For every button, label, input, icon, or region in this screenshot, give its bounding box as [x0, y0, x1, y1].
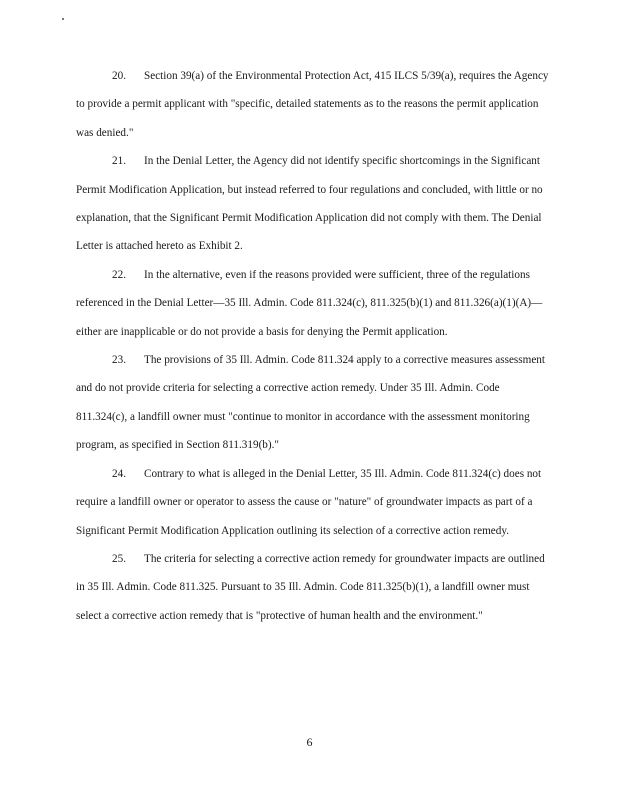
- paragraph-number: 20.: [112, 70, 126, 82]
- document-body: [76, 62, 552, 630]
- paragraph-text: Contrary to what is alleged in the Denial Letter, 35 Ill. Admin. Code 811.324(c) does not require a landfill owner or operator to assess the cause or "nature" of groundwater impacts as part of a Significant Permit Modification Application outlining its selection of a corrective action remedy.: [76, 467, 542, 537]
- paragraph-text: In the alternative, even if the reasons provided were sufficient, three of the regulations referenced in the Denial Letter—35 Ill. Admin. Code 811.324(c), 811.325(b)(1) and 811.326(a)(1)(A)—either are inapplicable or do not provide a basis for denying the Permit application.: [76, 268, 543, 338]
- paragraph-number: 23.: [112, 354, 126, 367]
- paragraph-number: 24.: [112, 467, 126, 480]
- paragraph-20: [76, 62, 552, 147]
- paragraph-23: [76, 346, 552, 460]
- paragraph-text: In the Denial Letter, the Agency did not identify specific shortcomings in the Significant Permit Modification Application, but instead referred to four regulations and concluded, with little or no explanation, that the Significant Permit Modification Application did not comply with them. The Denial Letter is attached hereto as Exhibit 2.: [76, 155, 543, 253]
- paragraph-22: [76, 261, 552, 346]
- paragraph-25: [76, 545, 552, 630]
- scan-speck: [62, 18, 64, 20]
- paragraph-text: Section 39(a) of the Environmental Protection Act, 415 ILCS 5/39(a), requires the Agency to provide a permit applicant with "specific, detailed statements as to the reasons the permit application was denied.": [76, 70, 549, 139]
- paragraph-24: [76, 460, 552, 545]
- paragraph-number: 22.: [112, 268, 126, 281]
- paragraph-text: The criteria for selecting a corrective action remedy for groundwater impacts are outlined in 35 Ill. Admin. Code 811.325. Pursuant to 35 Ill. Admin. Code 811.325(b)(1), a landfill owner must select a corrective action remedy that is "protective of human health and the environment.": [76, 552, 545, 622]
- paragraph-number: 21.: [112, 155, 126, 168]
- page-number: 6: [306, 735, 313, 749]
- paragraph-21: [76, 147, 552, 261]
- paragraph-number: 25.: [112, 552, 126, 565]
- paragraph-text: The provisions of 35 Ill. Admin. Code 811.324 apply to a corrective measures assessment and do not provide criteria for selecting a corrective action remedy. Under 35 Ill. Admin. Code 811.324(c), a landfill owner must "continue to monitor in accordance with the assessment monitoring program, as specified in Section 811.319(b).": [76, 354, 546, 452]
